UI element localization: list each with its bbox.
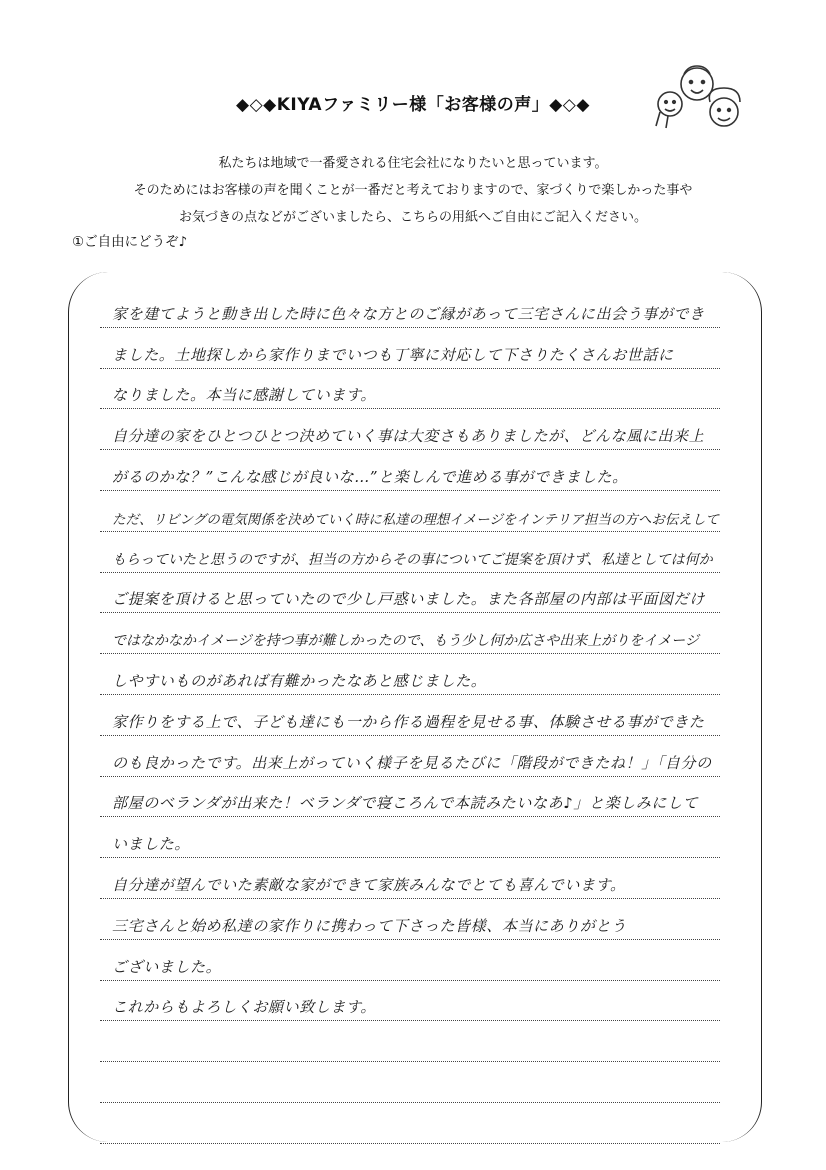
intro-text <box>0 150 826 231</box>
handwritten-line: なりました。本当に感謝しています。 <box>112 386 377 405</box>
handwritten-line: がるのかな？”こんな感じが良いな…”と楽しんで進める事ができました。 <box>112 467 628 486</box>
handwritten-line: 家を建てようと動き出した時に色々な方とのご縁があって三宅さんに出会う事ができ <box>112 304 705 323</box>
ruled-line <box>100 287 720 328</box>
handwritten-line: 自分達が望んでいた素敵な家ができて家族みんなでとても喜んでいます。 <box>112 875 626 894</box>
ruled-line <box>100 1103 720 1144</box>
handwritten-line: ただ、リビングの電気関係を決めていく時に私達の理想イメージをインテリア担当の方へお伝えして <box>112 511 719 528</box>
ruled-line <box>100 858 720 899</box>
intro-line: 私たちは地域で一番愛される住宅会社になりたいと思っています。 <box>218 156 608 171</box>
handwritten-line: ございました。 <box>112 957 222 976</box>
handwritten-line: しやすいものがあれば有難かったなあと感じました。 <box>112 671 487 690</box>
ruled-line <box>100 1062 720 1103</box>
ruled-line <box>100 695 720 736</box>
ruled-line <box>100 328 720 369</box>
ruled-line <box>100 899 720 940</box>
handwritten-comment-area <box>100 287 720 1144</box>
handwritten-line: ご提案を頂けると思っていたので少し戸惑いました。また各部屋の内部は平面図だけ <box>112 590 705 609</box>
handwritten-line: 家作りをする上で、子ども達にも一から作る過程を見せる事、体験させる事ができた <box>112 712 705 731</box>
ruled-line <box>100 1021 720 1062</box>
ruled-line <box>100 817 720 858</box>
handwritten-line: ました。土地探しから家作りまでいつも丁寧に対応して下さりたくさんお世話に <box>112 345 674 364</box>
intro-line: お気づきの点などがございましたら、こちらの用紙へご自由にご記入ください。 <box>178 210 647 225</box>
ruled-line <box>100 981 720 1022</box>
ruled-line <box>100 532 720 573</box>
handwritten-line: 部屋のベランダが出来た！ベランダで寝ころんで本読みたいなあ♪」と楽しみにして <box>112 794 699 813</box>
handwritten-line: 自分達の家をひとつひとつ決めていく事は大変さもありましたが、どんな風に出来上 <box>112 427 705 446</box>
handwritten-line: いました。 <box>112 835 191 854</box>
ruled-line <box>100 573 720 614</box>
handwritten-line: ではなかなかイメージを持つ事が難しかったので、もう少し何か広さや出来上がりをイメージ <box>112 633 699 650</box>
ruled-line <box>100 777 720 818</box>
handwritten-line: のも良かったです。出来上がっていく様子を見るたびに「階段ができたね！」「自分の <box>112 753 712 772</box>
section-label: ①ご自由にどうぞ♪ <box>72 234 188 250</box>
ruled-line <box>100 654 720 695</box>
handwritten-line: もらっていたと思うのですが、担当の方からその事についてご提案を頂けず、私達としては何か <box>112 551 713 568</box>
ruled-line <box>100 613 720 654</box>
ruled-line <box>100 409 720 450</box>
family-faces-icon <box>652 62 752 142</box>
ruled-line <box>100 940 720 981</box>
handwritten-line: これからもよろしくお願い致します。 <box>112 998 377 1017</box>
ruled-line <box>100 491 720 532</box>
intro-line: そのためにはお客様の声を聞くことが一番だと考えておりますので、家づくりで楽しかった事や <box>133 183 693 198</box>
handwritten-line: 三宅さんと始め私達の家作りに携わって下さった皆様、本当にありがとう <box>112 916 627 935</box>
ruled-line <box>100 736 720 777</box>
ruled-line <box>100 369 720 410</box>
page-title: ◆◇◆KIYAファミリー様「お客様の声」◆◇◆ <box>236 95 590 115</box>
ruled-line <box>100 450 720 491</box>
